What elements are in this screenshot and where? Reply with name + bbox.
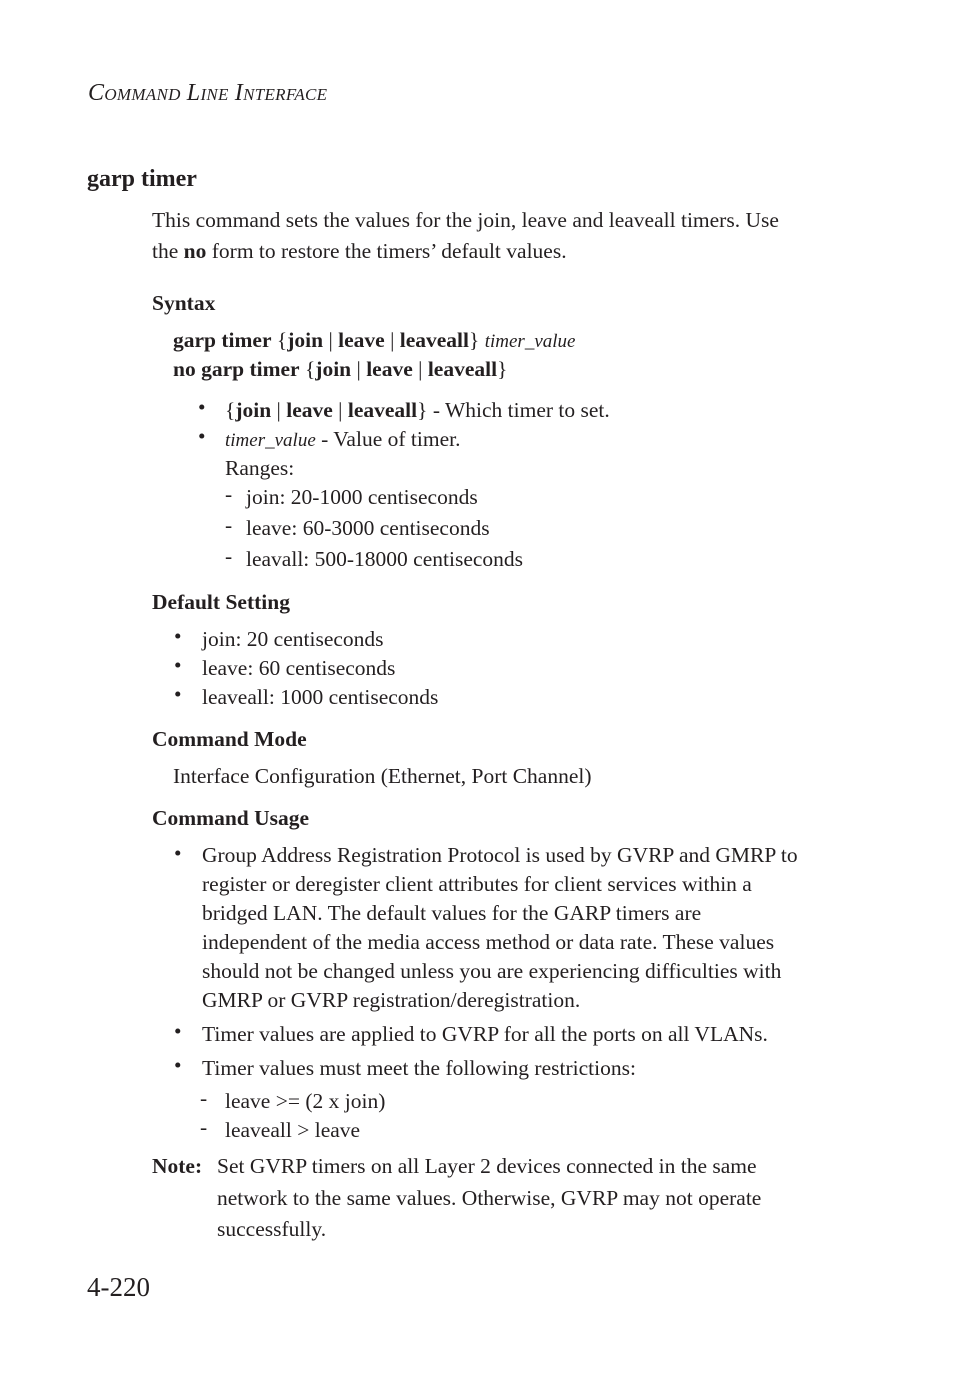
b1-close: } bbox=[417, 398, 428, 422]
usage-line: register or deregister client attributes for client services within a bbox=[202, 872, 752, 896]
opt-leave: leave bbox=[338, 328, 385, 352]
usage-line: Group Address Registration Protocol is used by GVRP and GMRP to bbox=[202, 843, 798, 867]
bullet: • bbox=[174, 1019, 182, 1043]
header-nterface: NTERFACE bbox=[243, 85, 328, 104]
b2-desc: - Value of timer. bbox=[315, 427, 461, 451]
running-header bbox=[88, 80, 327, 107]
note-line: Set GVRP timers on all Layer 2 devices connected in the same bbox=[217, 1154, 757, 1178]
dash: - bbox=[200, 1086, 208, 1110]
usage-line: GMRP or GVRP registration/deregistration. bbox=[202, 988, 581, 1012]
syntax-command-2 bbox=[173, 354, 507, 385]
usage-line: independent of the media access method or data rate. These values bbox=[202, 930, 775, 954]
b1-desc: - Which timer to set. bbox=[427, 398, 610, 422]
range-item: leavall: 500-18000 centiseconds bbox=[246, 547, 524, 571]
cmd1-name: garp timer bbox=[173, 328, 272, 352]
dash: - bbox=[200, 1115, 208, 1139]
usage-bullet-3: Timer values must meet the following restrictions: bbox=[202, 1056, 636, 1080]
bullet: • bbox=[174, 682, 182, 706]
note-line: successfully. bbox=[217, 1217, 327, 1241]
usage-line: bridged LAN. The default values for the GARP timers are bbox=[202, 901, 702, 925]
range-item: join: 20-1000 centiseconds bbox=[246, 485, 478, 509]
restriction-item: leaveall > leave bbox=[225, 1118, 361, 1142]
range-item: leave: 60-3000 centiseconds bbox=[246, 516, 490, 540]
bullet: • bbox=[174, 653, 182, 677]
cmd1-close: } bbox=[469, 328, 480, 352]
bullet: • bbox=[198, 424, 206, 448]
syntax-bullet-1 bbox=[225, 395, 610, 426]
header-l: L bbox=[186, 80, 201, 106]
b1-open: { bbox=[225, 398, 236, 422]
cmd2-close: } bbox=[497, 357, 508, 381]
usage-bullet-1 bbox=[202, 841, 798, 1015]
default-item: join: 20 centiseconds bbox=[202, 627, 384, 651]
opt-leaveall: leaveall bbox=[427, 357, 498, 381]
intro-post: form to restore the timers’ default values. bbox=[206, 239, 567, 263]
bullet: • bbox=[174, 1053, 182, 1077]
cmd1-param: timer_value bbox=[484, 331, 576, 352]
command-usage-heading: Command Usage bbox=[152, 806, 310, 830]
command-mode-text: Interface Configuration (Ethernet, Port Channel) bbox=[173, 764, 592, 788]
intro-paragraph bbox=[152, 205, 779, 267]
opt-leave: leave bbox=[366, 357, 413, 381]
opt-leaveall: leaveall bbox=[399, 328, 470, 352]
page-number: 4-220 bbox=[87, 1272, 150, 1302]
header-ine: INE bbox=[200, 85, 229, 104]
command-title: garp timer bbox=[87, 166, 197, 192]
b2-param: timer_value bbox=[225, 430, 316, 451]
command-mode-heading: Command Mode bbox=[152, 727, 307, 751]
note-text bbox=[217, 1151, 761, 1246]
opt-join: join bbox=[315, 357, 352, 381]
usage-bullet-2: Timer values are applied to GVRP for all the ports on all VLANs. bbox=[202, 1022, 768, 1046]
default-setting-heading: Default Setting bbox=[152, 590, 290, 614]
default-item: leave: 60 centiseconds bbox=[202, 656, 396, 680]
cmd1-open: { bbox=[271, 328, 288, 352]
dash: - bbox=[225, 513, 233, 537]
header-ommand: OMMAND bbox=[104, 85, 181, 104]
note-label bbox=[152, 1151, 202, 1182]
opt-leaveall: leaveall bbox=[347, 398, 418, 422]
dash: - bbox=[225, 482, 233, 506]
intro-no-keyword: no bbox=[183, 239, 207, 263]
opt-join: join bbox=[287, 328, 324, 352]
syntax-bullet-2 bbox=[225, 424, 460, 456]
default-item: leaveall: 1000 centiseconds bbox=[202, 685, 439, 709]
header-c: C bbox=[88, 80, 105, 106]
sep: | bbox=[384, 328, 400, 352]
note-label-text: Note: bbox=[152, 1154, 203, 1178]
sep: | bbox=[271, 398, 287, 422]
syntax-command-1 bbox=[173, 325, 575, 357]
usage-line: should not be changed unless you are experiencing difficulties with bbox=[202, 959, 782, 983]
restriction-item: leave >= (2 x join) bbox=[225, 1089, 386, 1113]
bullet: • bbox=[174, 624, 182, 648]
opt-leave: leave bbox=[286, 398, 333, 422]
sep: | bbox=[323, 328, 339, 352]
sep: | bbox=[412, 357, 428, 381]
intro-line-1: This command sets the values for the join, leave and leaveall timers. Use bbox=[152, 208, 779, 232]
bullet: • bbox=[174, 841, 182, 865]
intro-pre: the bbox=[152, 239, 184, 263]
sep: | bbox=[332, 398, 348, 422]
cmd2-open: { bbox=[299, 357, 316, 381]
ranges-label: Ranges: bbox=[225, 456, 295, 480]
intro-line-2 bbox=[152, 236, 779, 267]
opt-join: join bbox=[235, 398, 272, 422]
sep: | bbox=[351, 357, 367, 381]
header-i: I bbox=[234, 80, 244, 106]
dash: - bbox=[225, 544, 233, 568]
bullet: • bbox=[198, 395, 206, 419]
note-line: network to the same values. Otherwise, GVRP may not operate bbox=[217, 1185, 762, 1210]
syntax-heading: Syntax bbox=[152, 291, 216, 315]
cmd2-name: no garp timer bbox=[173, 357, 300, 381]
